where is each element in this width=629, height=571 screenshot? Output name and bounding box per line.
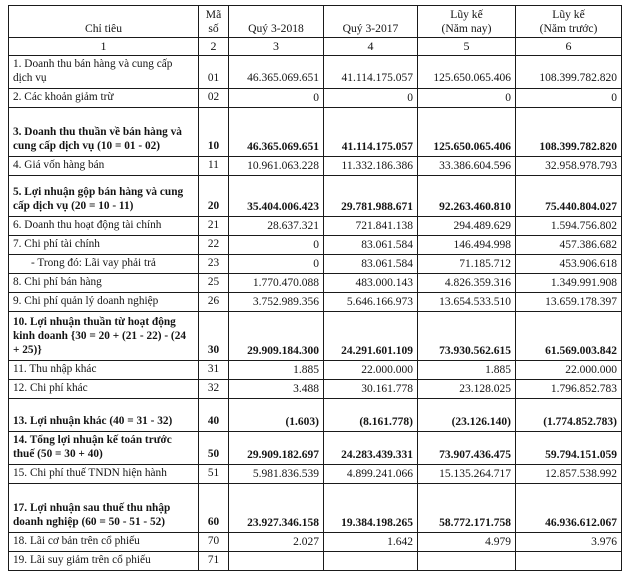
header-num-5: 5 bbox=[418, 38, 516, 55]
row-label: 15. Chi phí thuế TNDN hiện hành bbox=[9, 464, 199, 483]
header-cell-q3-2018 bbox=[229, 6, 324, 38]
table-row bbox=[9, 273, 622, 292]
row-code: 20 bbox=[199, 175, 229, 216]
cell-ytd-current: 294.489.629 bbox=[418, 216, 516, 235]
cell-q3-2017: 41.114.175.057 bbox=[324, 55, 418, 88]
cell-ytd-current: 73.907.436.475 bbox=[418, 431, 516, 464]
cell-ytd-current: 71.185.712 bbox=[418, 254, 516, 273]
header-label-ytd-current-line2: (Năm nay) bbox=[441, 21, 492, 35]
cell-ytd-previous: 75.440.804.027 bbox=[516, 175, 622, 216]
header-cell-indicator bbox=[9, 6, 199, 38]
row-label: 14. Tổng lợi nhuận kế toán trước thuế (50 = 30 + 40) bbox=[9, 431, 199, 464]
table-row bbox=[9, 379, 622, 398]
income-statement-table bbox=[8, 5, 622, 571]
row-code: 40 bbox=[199, 398, 229, 431]
row-label: 8. Chi phí bán hàng bbox=[9, 273, 199, 292]
cell-ytd-current: 15.135.264.717 bbox=[418, 464, 516, 483]
row-label: 2. Các khoản giảm trừ bbox=[9, 88, 199, 107]
cell-ytd-previous: 1.349.991.908 bbox=[516, 273, 622, 292]
header-label-indicator: Chỉ tiêu bbox=[84, 21, 123, 35]
row-label: 5. Lợi nhuận gộp bán hàng và cung cấp dịch vụ (20 = 10 - 11) bbox=[9, 175, 199, 216]
cell-q3-2018: 23.927.346.158 bbox=[229, 483, 324, 532]
cell-q3-2017: 41.114.175.057 bbox=[324, 107, 418, 156]
cell-q3-2017: 83.061.584 bbox=[324, 235, 418, 254]
cell-ytd-previous: 1.594.756.802 bbox=[516, 216, 622, 235]
table-row bbox=[9, 551, 622, 570]
table-row bbox=[9, 532, 622, 551]
header-num-2: 2 bbox=[199, 38, 229, 55]
cell-ytd-current: (23.126.140) bbox=[418, 398, 516, 431]
cell-q3-2018: 2.027 bbox=[229, 532, 324, 551]
row-code: 21 bbox=[199, 216, 229, 235]
cell-ytd-previous: 0 bbox=[516, 88, 622, 107]
cell-q3-2017: (8.161.778) bbox=[324, 398, 418, 431]
cell-ytd-previous: 457.386.682 bbox=[516, 235, 622, 254]
cell-q3-2018: 1.770.470.088 bbox=[229, 273, 324, 292]
cell-ytd-previous: 46.936.612.067 bbox=[516, 483, 622, 532]
row-code: 50 bbox=[199, 431, 229, 464]
header-num-1: 1 bbox=[9, 38, 199, 55]
cell-q3-2018: 46.365.069.651 bbox=[229, 55, 324, 88]
row-code: 60 bbox=[199, 483, 229, 532]
cell-ytd-current: 23.128.025 bbox=[418, 379, 516, 398]
row-label: 18. Lãi cơ bản trên cổ phiếu bbox=[9, 532, 199, 551]
row-code: 26 bbox=[199, 292, 229, 311]
header-label-ytd-previous-line2: (Năm trước) bbox=[539, 21, 598, 35]
row-label: 4. Giá vốn hàng bán bbox=[9, 156, 199, 175]
cell-ytd-current: 4.979 bbox=[418, 532, 516, 551]
row-label: 13. Lợi nhuận khác (40 = 31 - 32) bbox=[9, 398, 199, 431]
header-label-ytd-current-line1: Lũy kế bbox=[450, 8, 483, 21]
cell-q3-2018: 35.404.006.423 bbox=[229, 175, 324, 216]
table-row bbox=[9, 360, 622, 379]
cell-q3-2018: 29.909.184.300 bbox=[229, 311, 324, 360]
cell-ytd-previous: 32.958.978.793 bbox=[516, 156, 622, 175]
cell-q3-2017: 29.781.988.671 bbox=[324, 175, 418, 216]
table-header bbox=[9, 6, 622, 56]
row-code: 71 bbox=[199, 551, 229, 570]
cell-ytd-current: 13.654.533.510 bbox=[418, 292, 516, 311]
cell-q3-2017: 0 bbox=[324, 88, 418, 107]
row-code: 10 bbox=[199, 107, 229, 156]
row-label: 1. Doanh thu bán hàng và cung cấp dịch vụ bbox=[9, 55, 199, 88]
cell-q3-2017: 1.642 bbox=[324, 532, 418, 551]
table-row bbox=[9, 156, 622, 175]
row-label: 19. Lãi suy giảm trên cổ phiếu bbox=[9, 551, 199, 570]
row-label: 6. Doanh thu hoạt động tài chính bbox=[9, 216, 199, 235]
cell-ytd-current: 33.386.604.596 bbox=[418, 156, 516, 175]
header-label-q3-2017: Quý 3-2017 bbox=[342, 21, 399, 35]
row-code: 25 bbox=[199, 273, 229, 292]
row-code: 23 bbox=[199, 254, 229, 273]
header-row-titles bbox=[9, 6, 622, 38]
cell-ytd-previous bbox=[516, 551, 622, 570]
cell-q3-2017: 483.000.143 bbox=[324, 273, 418, 292]
row-code: 02 bbox=[199, 88, 229, 107]
row-label: - Trong đó: Lãi vay phải trả bbox=[9, 254, 199, 273]
row-label: 9. Chi phí quản lý doanh nghiệp bbox=[9, 292, 199, 311]
cell-q3-2018: 0 bbox=[229, 88, 324, 107]
table-row bbox=[9, 107, 622, 156]
cell-ytd-current: 125.650.065.406 bbox=[418, 55, 516, 88]
table-row bbox=[9, 311, 622, 360]
cell-ytd-current: 58.772.171.758 bbox=[418, 483, 516, 532]
cell-ytd-current: 1.885 bbox=[418, 360, 516, 379]
cell-ytd-previous: 22.000.000 bbox=[516, 360, 622, 379]
cell-q3-2018: 0 bbox=[229, 254, 324, 273]
row-label: 3. Doanh thu thuần về bán hàng và cung cấp dịch vụ (10 = 01 - 02) bbox=[9, 107, 199, 156]
header-label-ytd-previous-line1: Lũy kế bbox=[552, 8, 585, 21]
cell-ytd-previous: 12.857.538.992 bbox=[516, 464, 622, 483]
cell-q3-2017: 24.291.601.109 bbox=[324, 311, 418, 360]
table-body bbox=[9, 55, 622, 570]
cell-ytd-previous: 59.794.151.059 bbox=[516, 431, 622, 464]
header-cell-ytd-current bbox=[418, 6, 516, 38]
table-row bbox=[9, 216, 622, 235]
cell-q3-2018: 29.909.182.697 bbox=[229, 431, 324, 464]
row-code: 01 bbox=[199, 55, 229, 88]
cell-q3-2018: 46.365.069.651 bbox=[229, 107, 324, 156]
cell-ytd-previous: 108.399.782.820 bbox=[516, 55, 622, 88]
cell-ytd-current bbox=[418, 551, 516, 570]
row-label: 17. Lợi nhuận sau thuế thu nhập doanh nghiệp (60 = 50 - 51 - 52) bbox=[9, 483, 199, 532]
cell-ytd-previous: (1.774.852.783) bbox=[516, 398, 622, 431]
table-row bbox=[9, 235, 622, 254]
cell-ytd-previous: 13.659.178.397 bbox=[516, 292, 622, 311]
cell-q3-2017: 721.841.138 bbox=[324, 216, 418, 235]
header-row-numbers bbox=[9, 38, 622, 55]
cell-q3-2018 bbox=[229, 551, 324, 570]
row-code: 32 bbox=[199, 379, 229, 398]
table-row bbox=[9, 55, 622, 88]
cell-q3-2017: 22.000.000 bbox=[324, 360, 418, 379]
header-num-6: 6 bbox=[516, 38, 622, 55]
row-label: 7. Chi phí tài chính bbox=[9, 235, 199, 254]
row-label: 11. Thu nhập khác bbox=[9, 360, 199, 379]
cell-q3-2017: 19.384.198.265 bbox=[324, 483, 418, 532]
cell-ytd-current: 146.494.998 bbox=[418, 235, 516, 254]
cell-q3-2017: 24.283.439.331 bbox=[324, 431, 418, 464]
cell-ytd-previous: 61.569.003.842 bbox=[516, 311, 622, 360]
table-row bbox=[9, 175, 622, 216]
row-label: 10. Lợi nhuận thuần từ hoạt động kinh doanh {30 = 20 + (21 - 22) - (24 + 25)} bbox=[9, 311, 199, 360]
row-code: 70 bbox=[199, 532, 229, 551]
header-num-3: 3 bbox=[229, 38, 324, 55]
row-code: 51 bbox=[199, 464, 229, 483]
header-cell-q3-2017 bbox=[324, 6, 418, 38]
cell-q3-2018: 0 bbox=[229, 235, 324, 254]
cell-q3-2018: 10.961.063.228 bbox=[229, 156, 324, 175]
header-cell-ytd-previous bbox=[516, 6, 622, 38]
cell-q3-2017 bbox=[324, 551, 418, 570]
cell-q3-2017: 11.332.186.386 bbox=[324, 156, 418, 175]
cell-q3-2017: 83.061.584 bbox=[324, 254, 418, 273]
row-code: 11 bbox=[199, 156, 229, 175]
cell-q3-2018: 5.981.836.539 bbox=[229, 464, 324, 483]
table-row bbox=[9, 254, 622, 273]
row-label: 12. Chi phí khác bbox=[9, 379, 199, 398]
cell-q3-2018: 1.885 bbox=[229, 360, 324, 379]
cell-ytd-previous: 453.906.618 bbox=[516, 254, 622, 273]
row-code: 31 bbox=[199, 360, 229, 379]
table-row bbox=[9, 431, 622, 464]
row-code: 30 bbox=[199, 311, 229, 360]
header-label-code-line2: số bbox=[208, 21, 219, 35]
table-row bbox=[9, 292, 622, 311]
header-label-q3-2018: Quý 3-2018 bbox=[248, 21, 304, 35]
cell-ytd-current: 4.826.359.316 bbox=[418, 273, 516, 292]
cell-ytd-current: 92.263.460.810 bbox=[418, 175, 516, 216]
table-row bbox=[9, 88, 622, 107]
cell-q3-2017: 30.161.778 bbox=[324, 379, 418, 398]
cell-q3-2017: 4.899.241.066 bbox=[324, 464, 418, 483]
cell-ytd-current: 73.930.562.615 bbox=[418, 311, 516, 360]
table-row bbox=[9, 398, 622, 431]
row-code: 22 bbox=[199, 235, 229, 254]
table-row bbox=[9, 464, 622, 483]
header-label-code-line1: Mã bbox=[205, 8, 222, 21]
cell-ytd-current: 0 bbox=[418, 88, 516, 107]
cell-ytd-previous: 1.796.852.783 bbox=[516, 379, 622, 398]
cell-ytd-previous: 108.399.782.820 bbox=[516, 107, 622, 156]
header-cell-code bbox=[199, 6, 229, 38]
cell-q3-2018: 3.488 bbox=[229, 379, 324, 398]
header-num-4: 4 bbox=[324, 38, 418, 55]
cell-ytd-current: 125.650.065.406 bbox=[418, 107, 516, 156]
cell-q3-2018: 28.637.321 bbox=[229, 216, 324, 235]
table-row bbox=[9, 483, 622, 532]
cell-q3-2018: (1.603) bbox=[229, 398, 324, 431]
cell-ytd-previous: 3.976 bbox=[516, 532, 622, 551]
cell-q3-2018: 3.752.989.356 bbox=[229, 292, 324, 311]
cell-q3-2017: 5.646.166.973 bbox=[324, 292, 418, 311]
